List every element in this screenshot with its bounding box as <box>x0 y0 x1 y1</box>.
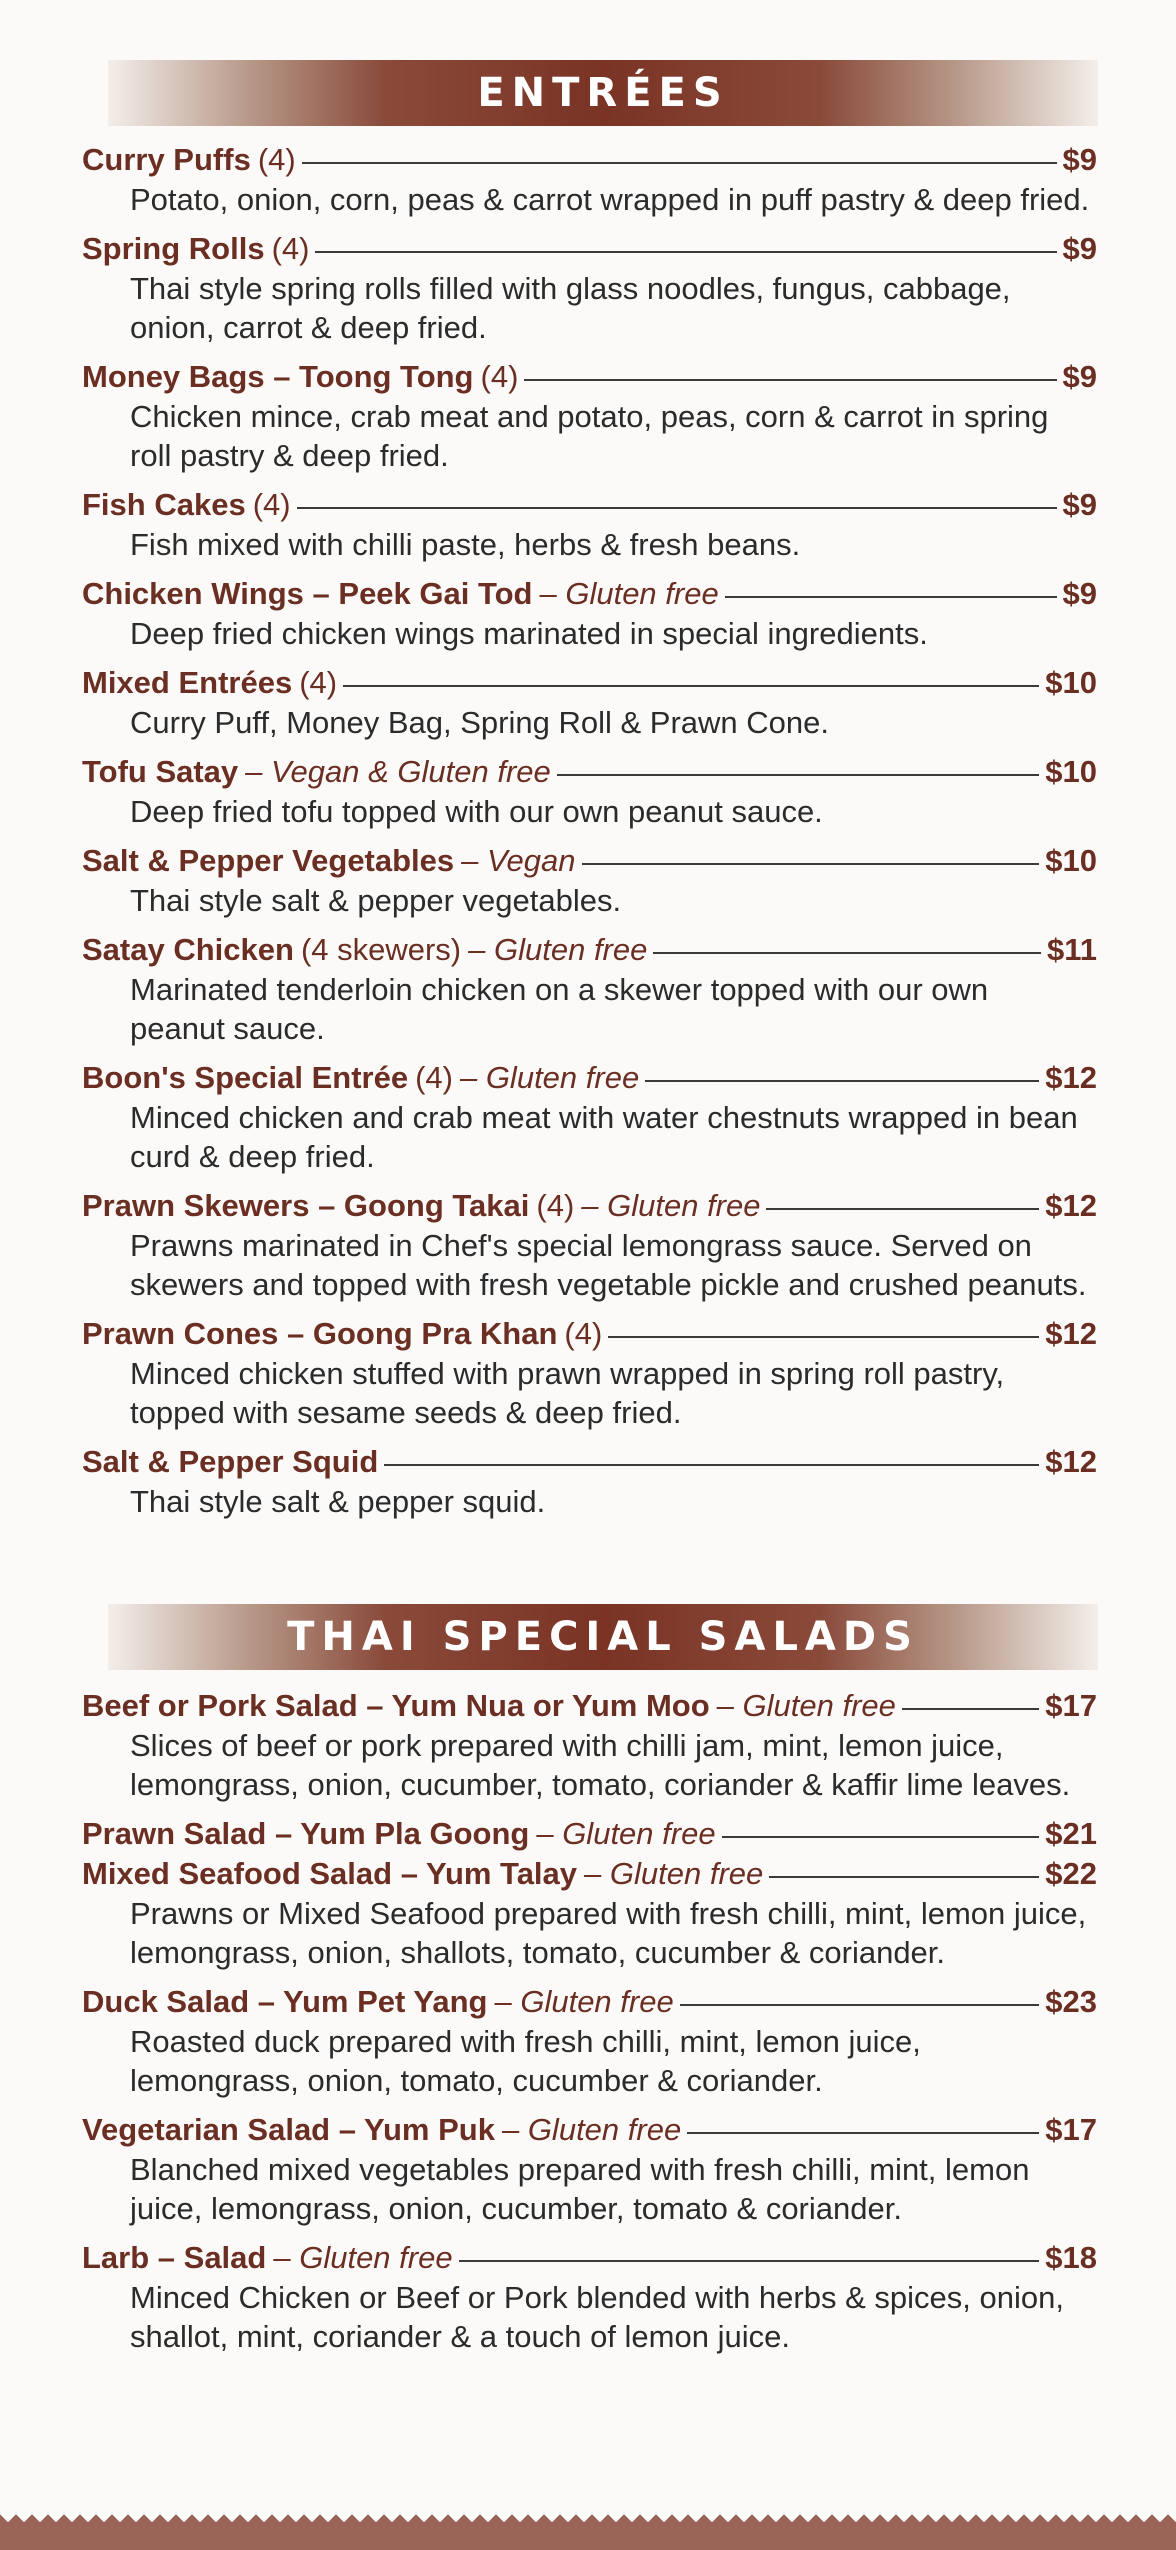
menu-item <box>82 357 1097 475</box>
menu-item <box>82 2110 1097 2228</box>
item-price: $18 <box>1045 2240 1097 2275</box>
item-description: Deep fried tofu topped with our own peanut sauce. <box>130 794 823 829</box>
item-name: Curry Puffs <box>82 142 251 177</box>
item-description: Slices of beef or pork prepared with chilli jam, mint, lemon juice, lemongrass, onion, cucumber, tomato, coriander & kaffir lime leaves. <box>130 1728 1071 1802</box>
item-dietary-note: – Vegan & Gluten free <box>245 754 551 789</box>
leader-line <box>557 774 1039 776</box>
item-name: Spring Rolls <box>82 231 265 266</box>
item-name: Mixed Seafood Salad – Yum Talay <box>82 1856 578 1891</box>
item-dietary-note: – Gluten free <box>459 1060 640 1095</box>
item-price: $23 <box>1045 1984 1097 2019</box>
item-name: Salt & Pepper Vegetables <box>82 843 455 878</box>
item-description: Curry Puff, Money Bag, Spring Roll & Prawn Cone. <box>130 705 829 740</box>
salads-title: THAI SPECIAL SALADS <box>287 1614 919 1660</box>
menu-item <box>82 663 1097 742</box>
item-qty: (4) <box>415 1060 453 1095</box>
item-price: $9 <box>1062 359 1097 394</box>
item-name: Money Bags – Toong Tong <box>82 359 474 394</box>
item-qty: (4) <box>536 1188 575 1223</box>
leader-line <box>653 952 1041 954</box>
item-name: Prawn Salad – Yum Pla Goong <box>82 1816 530 1851</box>
entrees-title: ENTRÉES <box>477 70 729 116</box>
item-qty: (4) <box>271 231 310 266</box>
leader-line <box>725 596 1057 598</box>
item-price: $9 <box>1062 142 1097 177</box>
item-qty: (4) <box>252 487 291 522</box>
menu-item <box>82 841 1097 920</box>
leader-line <box>902 1708 1039 1710</box>
salads-banner <box>108 1604 1098 1670</box>
item-price: $12 <box>1045 1188 1097 1223</box>
item-name: Mixed Entrées <box>82 665 293 700</box>
menu-item <box>82 574 1097 653</box>
item-price: $9 <box>1062 576 1097 611</box>
item-name: Beef or Pork Salad – Yum Nua or Yum Moo <box>82 1688 710 1723</box>
item-dietary-note: – Gluten free <box>581 1188 761 1223</box>
item-description: Thai style salt & pepper vegetables. <box>130 883 622 918</box>
item-description: Thai style spring rolls filled with glass noodles, fungus, cabbage, onion, carrot & deep fried. <box>130 271 1011 345</box>
item-dietary-note: – Gluten free <box>539 576 719 611</box>
menu-item <box>82 1186 1097 1304</box>
leader-line <box>459 2260 1040 2262</box>
item-price: $12 <box>1045 1444 1097 1479</box>
item-description: Blanched mixed vegetables prepared with fresh chilli, mint, lemon juice, lemongrass, onion, cucumber, tomato & coriander. <box>130 2152 1030 2226</box>
item-price: $12 <box>1045 1316 1097 1351</box>
leader-line <box>582 863 1040 865</box>
item-price: $9 <box>1062 231 1097 266</box>
item-price: $17 <box>1045 2112 1097 2147</box>
item-price: $17 <box>1045 1688 1097 1723</box>
item-name: Boon's Special Entrée <box>82 1060 409 1095</box>
item-dietary-note: – Gluten free <box>494 1984 674 2019</box>
item-dietary-note: – Gluten free <box>501 2112 682 2147</box>
menu-item <box>82 1058 1097 1176</box>
salads-section <box>82 1686 1097 2356</box>
entrees-banner <box>108 60 1098 126</box>
item-name: Prawn Skewers – Goong Takai <box>82 1188 530 1223</box>
menu-item <box>82 485 1097 564</box>
item-name: Vegetarian Salad – Yum Puk <box>82 2112 495 2147</box>
item-price: $11 <box>1046 932 1097 967</box>
leader-line <box>645 1080 1039 1082</box>
item-qty: (4 skewers) <box>300 932 462 967</box>
leader-line <box>680 2004 1040 2006</box>
item-description: Marinated tenderloin chicken on a skewer topped with our own peanut sauce. <box>130 972 989 1046</box>
item-name: Satay Chicken <box>82 932 294 967</box>
item-description: Thai style salt & pepper squid. <box>130 1484 546 1519</box>
item-dietary-note: – Gluten free <box>584 1856 764 1891</box>
item-name: Fish Cakes <box>82 487 246 522</box>
item-price: $9 <box>1062 487 1097 522</box>
menu-item <box>82 1314 1097 1432</box>
item-qty: (4) <box>564 1316 603 1351</box>
leader-line <box>766 1208 1039 1210</box>
leader-line <box>297 507 1057 509</box>
item-description: Minced chicken stuffed with prawn wrapped in spring roll pastry, topped with sesame seeds & deep fried. <box>130 1356 1005 1430</box>
item-name: Tofu Satay <box>82 754 239 789</box>
item-description: Minced chicken and crab meat with water chestnuts wrapped in bean curd & deep fried. <box>130 1100 1078 1174</box>
leader-line <box>343 685 1039 687</box>
item-description: Chicken mince, crab meat and potato, peas, corn & carrot in spring roll pastry & deep fried. <box>130 399 1049 473</box>
leader-line <box>384 1464 1039 1466</box>
leader-line <box>302 162 1057 164</box>
leader-line <box>687 2132 1039 2134</box>
menu-item <box>82 930 1097 1048</box>
item-price: $10 <box>1045 754 1097 789</box>
item-name: Chicken Wings – Peek Gai Tod <box>82 576 533 611</box>
menu-item <box>82 229 1097 347</box>
entrees-section <box>82 140 1097 1521</box>
decorative-zigzag-border <box>0 2494 1176 2550</box>
item-description: Potato, onion, corn, peas & carrot wrapped in puff pastry & deep fried. <box>130 182 1090 217</box>
item-name: Larb – Salad <box>82 2240 267 2275</box>
item-qty: (4) <box>299 665 338 700</box>
item-name: Salt & Pepper Squid <box>82 1444 379 1479</box>
leader-line <box>769 1876 1039 1878</box>
item-dietary-note: – Gluten free <box>536 1816 716 1851</box>
item-description: Roasted duck prepared with fresh chilli, mint, lemon juice, lemongrass, onion, tomato, cucumber & coriander. <box>130 2024 921 2098</box>
item-price: $22 <box>1045 1856 1097 1891</box>
item-description: Prawns marinated in Chef's special lemongrass sauce. Served on skewers and topped with fresh vegetable pickle and crushed peanuts. <box>130 1228 1087 1302</box>
item-description: Deep fried chicken wings marinated in special ingredients. <box>130 616 928 651</box>
item-dietary-note: – Gluten free <box>273 2240 453 2275</box>
item-qty: (4) <box>257 142 296 177</box>
menu-item <box>82 1982 1097 2100</box>
item-price: $10 <box>1045 843 1097 878</box>
menu-item <box>82 1854 1097 1972</box>
item-dietary-note: – Gluten free <box>716 1688 896 1723</box>
leader-line <box>608 1336 1039 1338</box>
item-name: Prawn Cones – Goong Pra Khan <box>82 1316 558 1351</box>
item-price: $12 <box>1045 1060 1097 1095</box>
item-dietary-note: – Gluten free <box>468 932 648 967</box>
menu-item <box>82 1686 1097 1804</box>
item-dietary-note: – Vegan <box>461 843 576 878</box>
menu-item <box>82 752 1097 831</box>
menu-item <box>82 140 1097 219</box>
item-description: Prawns or Mixed Seafood prepared with fresh chilli, mint, lemon juice, lemongrass, onion, shallots, tomato, cucumber & coriander. <box>130 1896 1087 1970</box>
leader-line <box>315 251 1056 253</box>
menu-item <box>82 2238 1097 2356</box>
item-description: Minced Chicken or Beef or Pork blended with herbs & spices, onion, shallot, mint, coriander & a touch of lemon juice. <box>130 2280 1064 2354</box>
menu-item <box>82 1442 1097 1521</box>
item-name: Duck Salad – Yum Pet Yang <box>82 1984 488 2019</box>
item-qty: (4) <box>480 359 519 394</box>
leader-line <box>524 379 1056 381</box>
item-price: $21 <box>1045 1816 1097 1851</box>
item-description: Fish mixed with chilli paste, herbs & fresh beans. <box>130 527 801 562</box>
item-price: $10 <box>1045 665 1097 700</box>
leader-line <box>722 1836 1040 1838</box>
menu-item <box>82 1814 1097 1854</box>
